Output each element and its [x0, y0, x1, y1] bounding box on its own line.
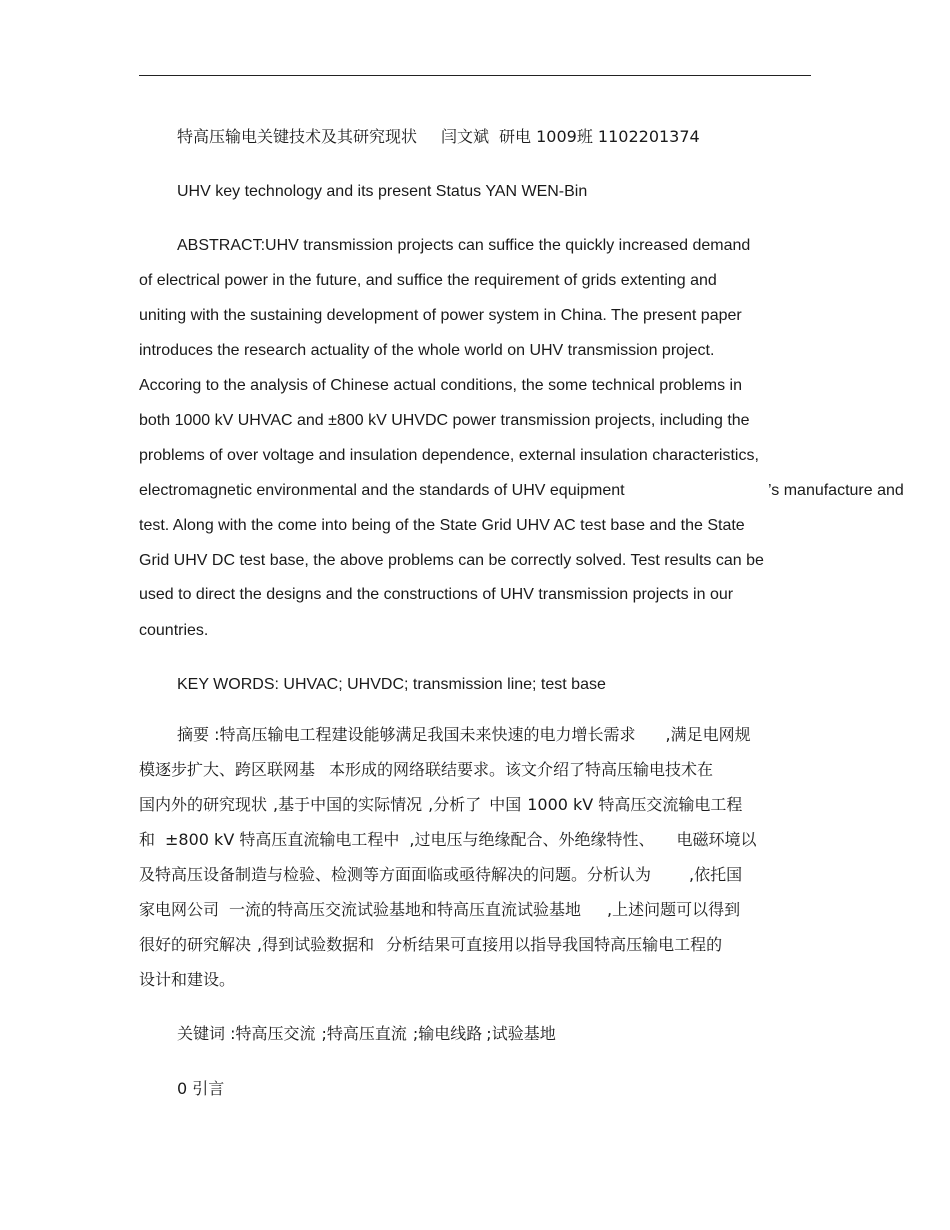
- abstract-cn-text: 和: [139, 830, 156, 849]
- keywords-en: KEY WORDS: UHVAC; UHVDC; transmission line; test base: [177, 676, 606, 693]
- abstract-cn-text: 家电网公司: [139, 900, 220, 919]
- abstract-cn-line: [177, 725, 751, 745]
- abstract-cn-text: 及特高压设备制造与检验、检测等方面面临或亟待解决的问题。分析认为: [139, 865, 652, 884]
- abstract-cn-text: 摘要 :特高压输电工程建设能够满足我国未来快速的电力增长需求: [177, 725, 636, 744]
- keyword-cn: 关键词 :特高压交流: [177, 1024, 316, 1043]
- abstract-cn-line: [139, 830, 756, 850]
- abstract-cn-text: ±800 kV 特高压直流输电工程中: [165, 830, 400, 849]
- abstract-cn-text: ,上述问题可以得到: [607, 900, 741, 919]
- abstract-en-line: test. Along with the come into being of the State Grid UHV AC test base and the State: [139, 517, 745, 534]
- abstract-cn-text: 很好的研究解决: [139, 935, 252, 954]
- abstract-cn-text: ,过电压与绝缘配合、外绝缘特性、: [409, 830, 655, 849]
- abstract-cn-text: ,得到试验数据和: [257, 935, 375, 954]
- abstract-en-line: both 1000 kV UHVAC and ±800 kV UHVDC power transmission projects, including the: [139, 412, 750, 429]
- abstract-en-line: used to direct the designs and the constructions of UHV transmission projects in our: [139, 586, 734, 603]
- abstract-cn-line: [139, 795, 742, 815]
- abstract-en-line: countries.: [139, 622, 209, 639]
- abstract-en-line: Grid UHV DC test base, the above problems can be correctly solved. Test results can be: [139, 552, 764, 569]
- keyword-cn: ;输电线路: [412, 1024, 483, 1043]
- abstract-cn-text: 1000 kV 特高压交流输电工程: [527, 795, 743, 814]
- abstract-en-line: electromagnetic environmental and the standards of UHV equipment: [139, 482, 625, 499]
- abstract-en-line: of electrical power in the future, and suffice the requirement of grids extenting and: [139, 272, 717, 289]
- keyword-cn: ;试验基地: [486, 1024, 556, 1043]
- abstract-cn-text: 国内外的研究现状: [139, 795, 268, 814]
- abstract-en-line: problems of over voltage and insulation dependence, external insulation characteristics,: [139, 447, 759, 464]
- abstract-cn-line: [139, 865, 742, 885]
- section-heading: 0 引言: [177, 1079, 225, 1098]
- abstract-cn-line: [139, 760, 713, 780]
- abstract-cn-text: 电磁环境以: [676, 830, 757, 849]
- abstract-cn-line: [139, 935, 722, 955]
- keywords-cn: [177, 1024, 556, 1044]
- abstract-cn-line: [139, 900, 740, 920]
- abstract-en-line: ABSTRACT:UHV transmission projects can suffice the quickly increased demand: [177, 237, 751, 254]
- abstract-cn-text: ,满足电网规: [665, 725, 751, 744]
- abstract-cn-text: ,依托国: [689, 865, 743, 884]
- author-name: 闫文斌: [441, 127, 490, 146]
- title-en: UHV key technology and its present Status YAN WEN-Bin: [177, 183, 588, 200]
- abstract-en-line: Accoring to the analysis of Chinese actual conditions, the some technical problems in: [139, 377, 742, 394]
- abstract-en-line-fragment: ’s manufacture and: [768, 482, 904, 499]
- title-line: [177, 127, 700, 147]
- abstract-cn-text: 分析结果可直接用以指导我国特高压输电工程的: [386, 935, 723, 954]
- abstract-cn-text: 本形成的网络联结要求。该文介绍了特高压输电技术在: [329, 760, 714, 779]
- keyword-cn: ;特高压直流: [321, 1024, 407, 1043]
- abstract-cn-text: 一流的特高压交流试验基地和特高压直流试验基地: [229, 900, 582, 919]
- abstract-cn-text: ,基于中国的实际情况: [273, 795, 423, 814]
- class-info: 研电 1009班 1102201374: [499, 127, 700, 146]
- abstract-cn-text: 中国: [489, 795, 522, 814]
- abstract-cn-line: 设计和建设。: [139, 970, 236, 989]
- header-rule: [139, 75, 811, 76]
- abstract-en-line: uniting with the sustaining development of power system in China. The present paper: [139, 307, 742, 324]
- title-cn: 特高压输电关键技术及其研究现状: [177, 127, 418, 146]
- abstract-cn-text: 模逐步扩大、跨区联网基: [139, 760, 316, 779]
- abstract-cn-text: ,分析了: [428, 795, 482, 814]
- abstract-en-line: introduces the research actuality of the whole world on UHV transmission project.: [139, 342, 715, 359]
